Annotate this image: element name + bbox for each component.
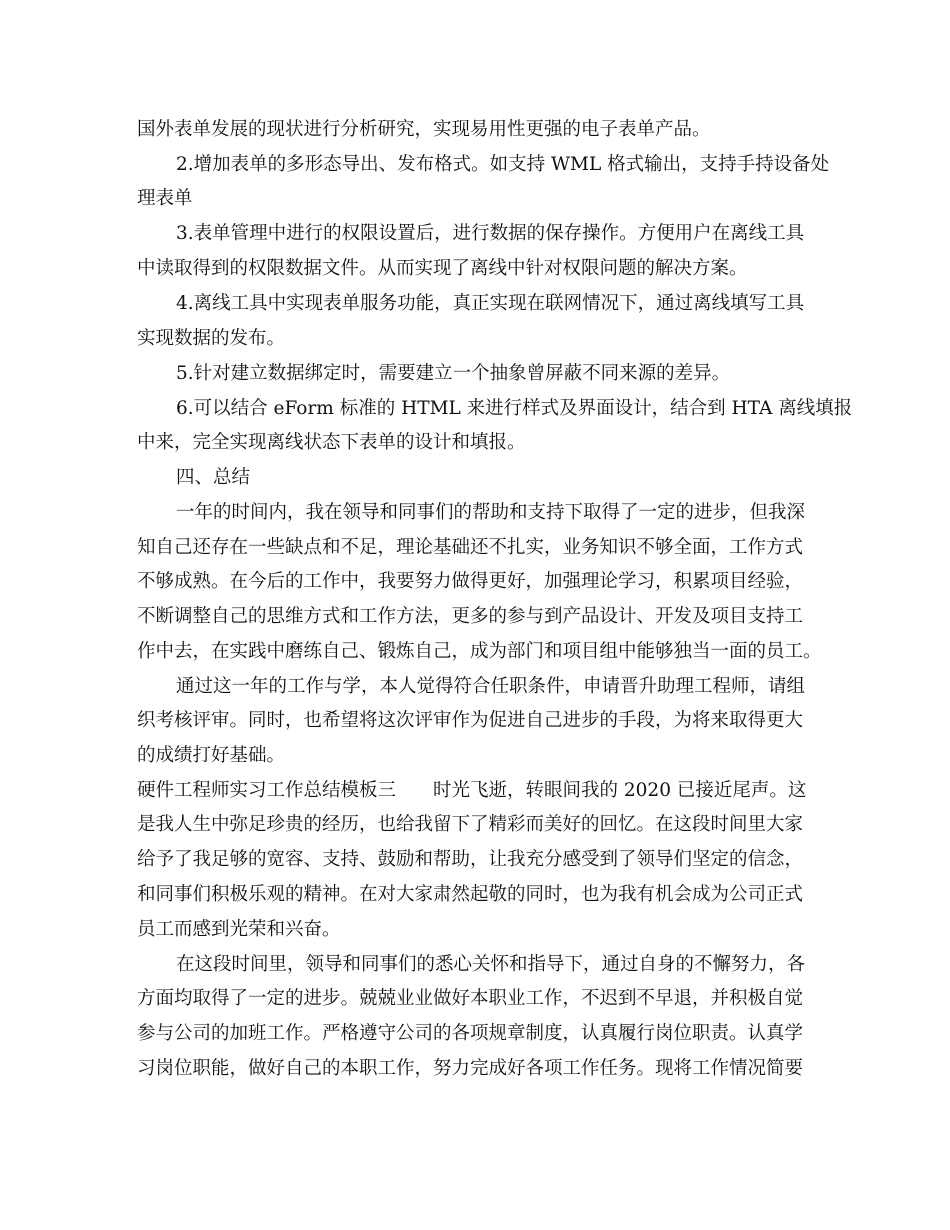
text-line: 不够成熟。在今后的工作中，我要努力做得更好，加强理论学习，积累项目经验， xyxy=(137,571,804,592)
text-line: 织考核评审。同时，也希望将这次评审作为促进自己进步的手段，为将来取得更大 xyxy=(137,710,804,731)
text-line: 和同事们积极乐观的精神。在对大家肃然起敬的同时，也为我有机会成为公司正式 xyxy=(137,884,804,905)
text-line: 习岗位职能，做好自己的本职工作，努力完成好各项工作任务。现将工作情况简要 xyxy=(137,1058,804,1079)
text-line: 不断调整自己的思维方式和工作方法，更多的参与到产品设计、开发及项目支持工 xyxy=(137,606,804,627)
text-line: 4.离线工具中实现表单服务功能，真正实现在联网情况下，通过离线填写工具 xyxy=(176,293,805,314)
text-line: 知自己还存在一些缺点和不足，理论基础还不扎实，业务知识不够全面，工作方式 xyxy=(137,537,804,558)
text-line: 方面均取得了一定的进步。兢兢业业做好本职业工作，不迟到不早退，并积极自觉 xyxy=(137,988,804,1009)
text-line: 员工而感到光荣和兴奋。 xyxy=(137,919,341,940)
text-line: 实现数据的发布。 xyxy=(137,328,286,349)
text-line: 作中去，在实践中磨练自己、锻炼自己，成为部门和项目组中能够独当一面的员工。 xyxy=(137,641,822,662)
text-line: 国外表单发展的现状进行分析研究，实现易用性更强的电子表单产品。 xyxy=(137,119,711,140)
section-heading: 四、总结 xyxy=(176,467,251,488)
text-line: 硬件工程师实习工作总结模板三 时光飞逝，转眼间我的 2020 已接近尾声。这 xyxy=(137,780,807,801)
text-line: 通过这一年的工作与学，本人觉得符合任职条件，申请晋升助理工程师，请组 xyxy=(176,676,806,697)
text-line: 的成绩打好基础。 xyxy=(137,745,286,766)
text-line: 6.可以结合 eForm 标准的 HTML 来进行样式及界面设计，结合到 HTA 离线填报 xyxy=(176,398,853,419)
text-line: 给予了我足够的宽容、支持、鼓励和帮助，让我充分感受到了领导们坚定的信念， xyxy=(137,849,804,870)
text-line: 理表单 xyxy=(137,188,193,209)
text-line: 3.表单管理中进行的权限设置后，进行数据的保存操作。方便用户在离线工具 xyxy=(176,223,805,244)
text-line: 在这段时间里，领导和同事们的悉心关怀和指导下，通过自身的不懈努力，各 xyxy=(176,954,806,975)
text-line: 参与公司的加班工作。严格遵守公司的各项规章制度，认真履行岗位职责。认真学 xyxy=(137,1023,804,1044)
text-line: 中来，完全实现离线状态下表单的设计和填报。 xyxy=(137,432,526,453)
text-line: 5.针对建立数据绑定时，需要建立一个抽象曾屏蔽不同来源的差异。 xyxy=(176,363,731,384)
text-line: 2.增加表单的多形态导出、发布格式。如支持 WML 格式输出，支持手持设备处 xyxy=(176,154,830,175)
text-line: 中读取得到的权限数据文件。从而实现了离线中针对权限问题的解决方案。 xyxy=(137,258,748,279)
text-line: 是我人生中弥足珍贵的经历，也给我留下了精彩而美好的回忆。在这段时间里大家 xyxy=(137,814,804,835)
text-line: 一年的时间内，我在领导和同事们的帮助和支持下取得了一定的进步，但我深 xyxy=(176,502,806,523)
